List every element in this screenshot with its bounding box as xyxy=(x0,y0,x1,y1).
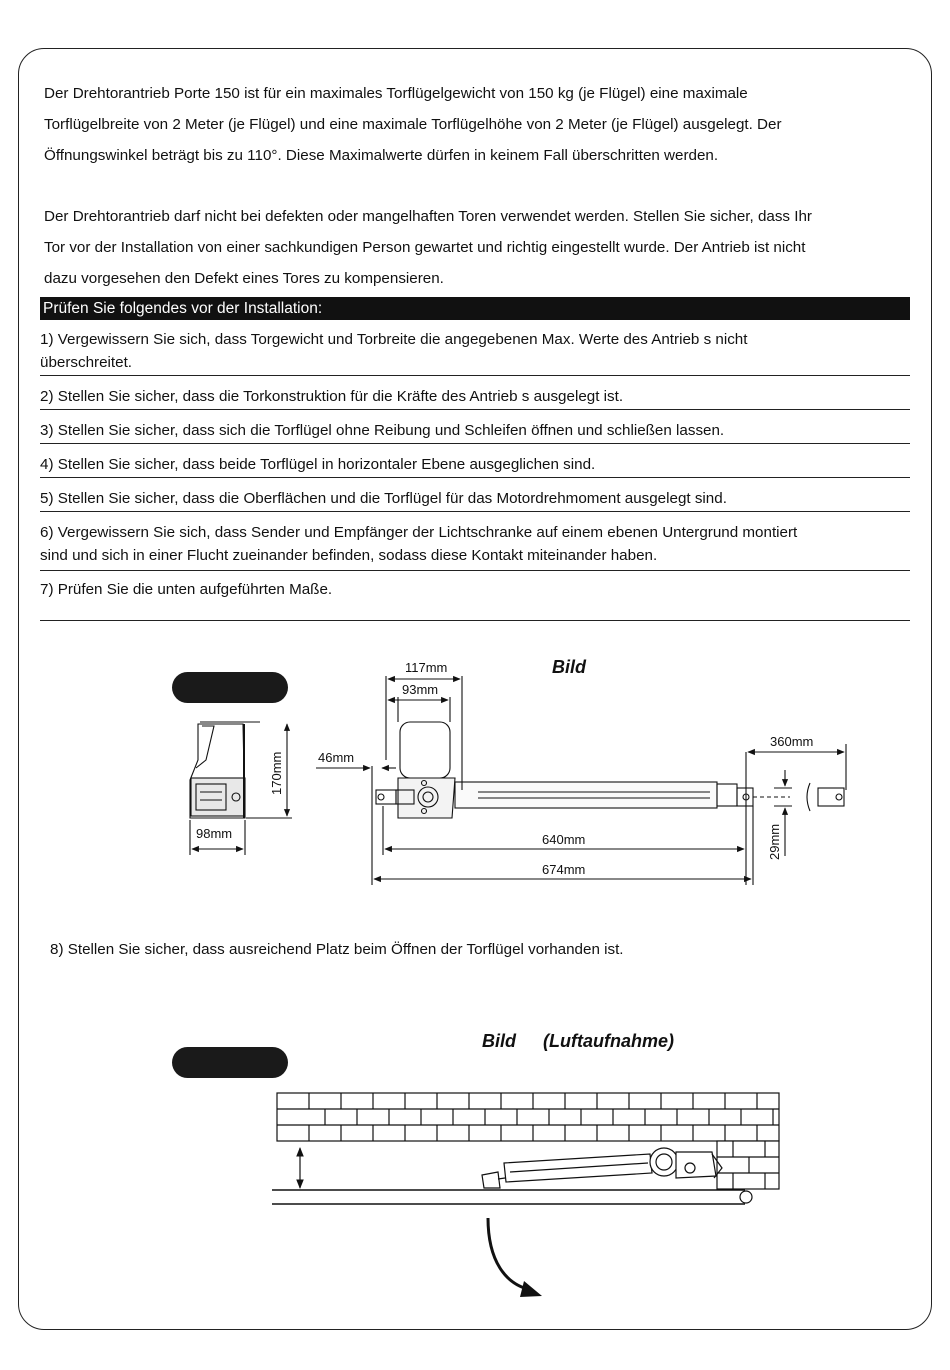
brick-line xyxy=(277,1093,779,1141)
intro-paragraph-2-line: dazu vorgesehen den Defekt eines Tores zu kompensieren. xyxy=(44,270,444,287)
dim-46mm: 46mm xyxy=(318,750,355,765)
intro-paragraph-1-line: Torflügelbreite von 2 Meter (je Flügel) und eine maximale Torflügelhöhe von 2 Meter (je Flügel) ausgelegt. Der xyxy=(44,116,782,133)
dim-170mm: 170mm xyxy=(269,751,284,795)
dim-117mm: 117mm xyxy=(405,660,448,675)
dim-674mm: 674mm xyxy=(542,862,586,877)
figure-2-subtitle: (Luftaufnahme) xyxy=(543,1031,674,1051)
figure-1-title: Bild xyxy=(552,657,586,677)
intro-paragraph-2-line: Der Drehtorantrieb darf nicht bei defekten oder mangelhaften Toren verwendet werden. Stellen Sie sicher, dass Ihr xyxy=(44,208,812,225)
checklist-item-text: 1) Vergewissern Sie sich, dass Torgewicht und Torbreite die angegebenen Max. Werte des Antrieb s nicht xyxy=(40,331,748,348)
dim-93mm: 93mm xyxy=(402,682,439,697)
actuator-aerial xyxy=(482,1148,722,1188)
dim-29mm: 29mm xyxy=(767,823,782,860)
intro-paragraph-1-line: Der Drehtorantrieb Porte 150 ist für ein maximales Torflügelgewicht von 150 kg (je Flügel) eine maximale xyxy=(44,85,748,102)
intro-paragraph-2-line: Tor vor der Installation von einer sachkundigen Person gewartet und richtig eingestellt wurde. Der Antrieb ist nicht xyxy=(44,239,806,256)
checklist-item-text: 4) Stellen Sie sicher, dass beide Torflügel in horizontaler Ebene ausgeglichen sind. xyxy=(40,456,596,473)
checklist-item-text: sind und sich in einer Flucht zueinander befinden, sodass diese Kontakt miteinander haben. xyxy=(40,547,658,564)
dim-640mm: 640mm xyxy=(542,832,586,847)
dim-360mm: 360mm xyxy=(770,734,814,749)
brick-line xyxy=(717,1141,779,1189)
checklist-item-text: 5) Stellen Sie sicher, dass die Oberflächen und die Torflügel für das Motordrehmoment ausgelegt sind. xyxy=(40,490,727,507)
section-header: Prüfen Sie folgendes vor der Installation: xyxy=(40,297,910,320)
checklist-item-text: 2) Stellen Sie sicher, dass die Torkonstruktion für die Kräfte des Antrieb s ausgelegt ist. xyxy=(40,388,624,405)
checklist-item-text: 3) Stellen Sie sicher, dass sich die Torflügel ohne Reibung und Schleifen öffnen und schließen lassen. xyxy=(40,422,725,439)
checklist-item-text: überschreitet. xyxy=(40,354,133,371)
dim-98mm: 98mm xyxy=(196,826,233,841)
intro-paragraph-1-line: Öffnungswinkel beträgt bis zu 110°. Diese Maximalwerte dürfen in keinem Fall überschritten werden. xyxy=(44,147,719,164)
figure-2-title-text: Bild xyxy=(482,1031,516,1051)
checklist-item-8: 8) Stellen Sie sicher, dass ausreichend Platz beim Öffnen der Torflügel vorhanden ist. xyxy=(50,941,624,958)
checklist-item-text: 7) Prüfen Sie die unten aufgeführten Maße. xyxy=(40,581,333,598)
checklist-item-text: 6) Vergewissern Sie sich, dass Sender und Empfänger der Lichtschranke auf einem ebenen Untergrund montiert xyxy=(40,524,798,541)
